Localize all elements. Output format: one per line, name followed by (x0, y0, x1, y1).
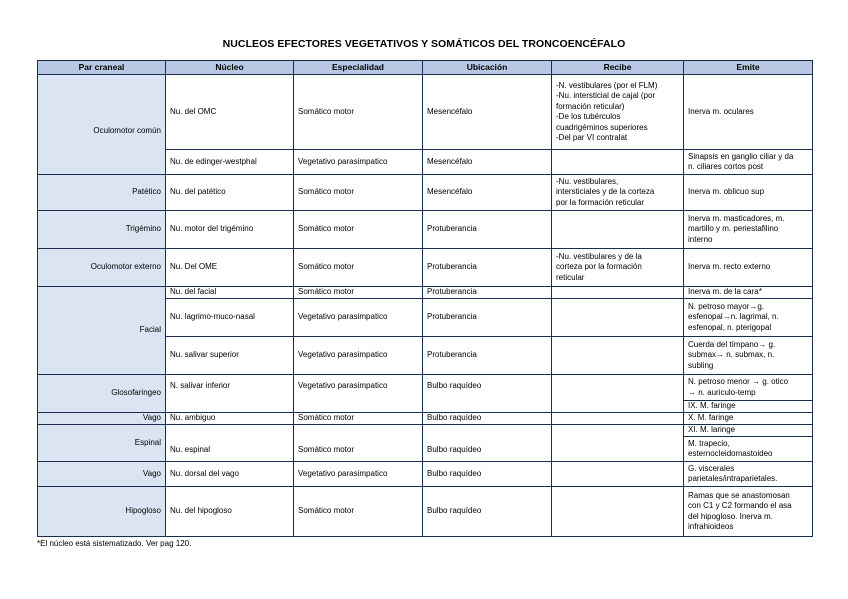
nucleo-cell: Nu. del patético (166, 175, 294, 211)
par-cell: Espinal (38, 425, 166, 462)
emite-line: esternocleidomastoideo (688, 449, 773, 458)
ubicacion-cell: Mesencéfalo (423, 75, 552, 150)
emite-cell: XI. M. laringe (684, 425, 813, 437)
emite-cell (684, 211, 813, 249)
par-cell: Vago (38, 462, 166, 487)
recibe-line: intersticiales y de la corteza (556, 187, 655, 197)
especialidad-cell: Somático motor (294, 425, 423, 462)
par-cell: Hipogloso (38, 487, 166, 537)
emite-line: G. viscerales (688, 463, 735, 473)
emite-line: con C1 y C2 formando el asa (688, 501, 792, 510)
par-cell: Oculomotor común (38, 75, 166, 175)
emite-cell: X. M. faringe (684, 413, 813, 425)
recibe-cell (552, 287, 684, 299)
recibe-line: por la formación reticular (556, 197, 645, 207)
recibe-cell (552, 75, 684, 150)
nucleo-cell: N. salivar inferior (166, 375, 294, 413)
especialidad-cell: Somático motor (294, 287, 423, 299)
emite-line: N. petroso mayor→g. (688, 301, 765, 311)
ubicacion-cell: Mesencéfalo (423, 175, 552, 211)
ubicacion-cell: Bulbo raquídeo (423, 462, 552, 487)
emite-cell: Inerva m. oblicuo sup (684, 175, 813, 211)
ubicacion-cell: Bulbo raquídeo (423, 425, 552, 462)
especialidad-cell: Vegetativo parasimpatico (294, 299, 423, 337)
recibe-cell (552, 150, 684, 175)
ubicacion-cell: Bulbo raquídeo (423, 413, 552, 425)
emite-cell (684, 462, 813, 487)
recibe-line: cuadrigéminos superiores (556, 122, 648, 132)
par-cell: Trigémino (38, 211, 166, 249)
especialidad-cell: Somático motor (294, 175, 423, 211)
emite-cell: Inerva m. recto externo (684, 249, 813, 287)
recibe-line: -N. vestibulares (por el FLM) (556, 80, 658, 90)
especialidad-cell: Somático motor (294, 413, 423, 425)
emite-line: Ramas que se anastomosan (688, 490, 790, 500)
emite-cell (684, 375, 813, 401)
par-cell: Facial (38, 287, 166, 375)
nucleo-cell: Nu. lagrimo-muco-nasal (166, 299, 294, 337)
emite-cell (684, 337, 813, 375)
par-cell: Vago (38, 413, 166, 425)
emite-cell: Inerva m. de la cara* (684, 287, 813, 299)
emite-line: N. petroso menor → g. otico (688, 377, 789, 386)
nucleo-cell: Nu. Del OME (166, 249, 294, 287)
emite-line: subling (688, 360, 714, 370)
recibe-cell (552, 175, 684, 211)
par-cell: Oculomotor externo (38, 249, 166, 287)
header-recibe: Recibe (552, 61, 684, 75)
table-row (38, 425, 813, 437)
especialidad-cell: Somático motor (294, 211, 423, 249)
especialidad-cell: Somático motor (294, 249, 423, 287)
recibe-line: reticular (556, 272, 585, 282)
table-row (38, 287, 813, 299)
document-title: NUCLEOS EFECTORES VEGETATIVOS Y SOMÁTICOS DEL TRONCOENCÉFALO (222, 38, 626, 50)
table-row (38, 413, 813, 425)
emite-cell (684, 487, 813, 537)
emite-cell (684, 150, 813, 175)
table-row (38, 75, 813, 150)
header-par-craneal: Par craneal (38, 61, 166, 75)
recibe-cell (552, 337, 684, 375)
recibe-line: formación reticular) (556, 101, 625, 111)
nuclei-table (37, 60, 813, 537)
nucleo-cell: Nu. motor del trigémino (166, 211, 294, 249)
recibe-cell (552, 487, 684, 537)
emite-line: martillo y m. periestafilino (688, 224, 779, 234)
especialidad-cell: Vegetativo parasimpatico (294, 150, 423, 175)
emite-line: Inerva m. masticadores, m. (688, 213, 785, 223)
emite-line: submax→ n. submax, n. (688, 350, 775, 360)
emite-line: Sinapsis en ganglio ciliar y da (688, 151, 794, 161)
par-cell: Glosofaringeo (38, 375, 166, 413)
especialidad-cell: Somático motor (294, 75, 423, 150)
recibe-line: corteza por la formación (556, 262, 642, 272)
table-header-row (38, 61, 813, 75)
recibe-cell (552, 462, 684, 487)
recibe-cell (552, 299, 684, 337)
ubicacion-cell: Protuberancia (423, 249, 552, 287)
recibe-line: -Del par VI contralat (556, 133, 628, 142)
ubicacion-cell: Bulbo raquídeo (423, 375, 552, 413)
recibe-cell (552, 211, 684, 249)
recibe-cell (552, 249, 684, 287)
especialidad-cell: Somático motor (294, 487, 423, 537)
recibe-line: -Nu. vestibulares, (556, 176, 619, 186)
table-row (38, 175, 813, 211)
nucleo-cell: Nu. de edinger-westphal (166, 150, 294, 175)
table-row (38, 462, 813, 487)
ubicacion-cell: Protuberancia (423, 299, 552, 337)
especialidad-cell: Vegetativo parasimpatico (294, 462, 423, 487)
header-emite: Emite (684, 61, 813, 75)
header-especialidad: Especialidad (294, 61, 423, 75)
emite-line: esfenopal, n. pterigopal (688, 322, 772, 332)
recibe-line: -Nu. vestibulares y de la (556, 251, 642, 261)
emite-line: parietales/intraparietales. (688, 474, 778, 483)
especialidad-cell: Vegetativo parasimpatico (294, 337, 423, 375)
recibe-line: -Nu. intersticial de cajal (por (556, 91, 656, 100)
table-row (38, 249, 813, 287)
emite-line: M. trapecio, (688, 438, 730, 448)
table-row (38, 487, 813, 537)
emite-cell (684, 437, 813, 462)
nucleo-cell: Nu. salivar superior (166, 337, 294, 375)
nucleo-cell: Nu. del OMC (166, 75, 294, 150)
header-nucleo: Núcleo (166, 61, 294, 75)
nucleo-cell: Nu. espinal (166, 425, 294, 462)
emite-cell: Inerva m. oculares (684, 75, 813, 150)
emite-line: interno (688, 234, 713, 244)
emite-line: n. ciliares cortos post (688, 162, 764, 171)
ubicacion-cell: Protuberancia (423, 287, 552, 299)
table-row (38, 375, 813, 401)
nucleo-cell: Nu. ambiguo (166, 413, 294, 425)
recibe-cell (552, 425, 684, 462)
ubicacion-cell: Protuberancia (423, 337, 552, 375)
par-cell: Patético (38, 175, 166, 211)
emite-cell (684, 299, 813, 337)
emite-line: → n. auriculo-temp (688, 387, 756, 397)
emite-line: esfenopal→n. lagrimal, n. (688, 312, 779, 322)
recibe-cell (552, 413, 684, 425)
ubicacion-cell: Bulbo raquídeo (423, 487, 552, 537)
emite-line: infrahioideos (688, 522, 734, 531)
footnote: *El núcleo está sistematizado. Ver pag 120. (37, 539, 192, 548)
recibe-cell (552, 375, 684, 413)
recibe-line: -De los tubérculos (556, 112, 621, 121)
ubicacion-cell: Protuberancia (423, 211, 552, 249)
nucleo-cell: Nu. del facial (166, 287, 294, 299)
emite-line: Cuerda del tímpano→ g. (688, 339, 776, 349)
emite-cell: IX. M. faringe (684, 401, 813, 413)
nucleo-cell: Nu. del hipogloso (166, 487, 294, 537)
emite-line: del hipogloso. Inerva m. (688, 511, 773, 521)
header-ubicacion: Ubicación (423, 61, 552, 75)
ubicacion-cell: Mesencéfalo (423, 150, 552, 175)
table-row (38, 211, 813, 249)
especialidad-cell: Vegetativo parasimpatico (294, 375, 423, 413)
nucleo-cell: Nu. dorsal del vago (166, 462, 294, 487)
